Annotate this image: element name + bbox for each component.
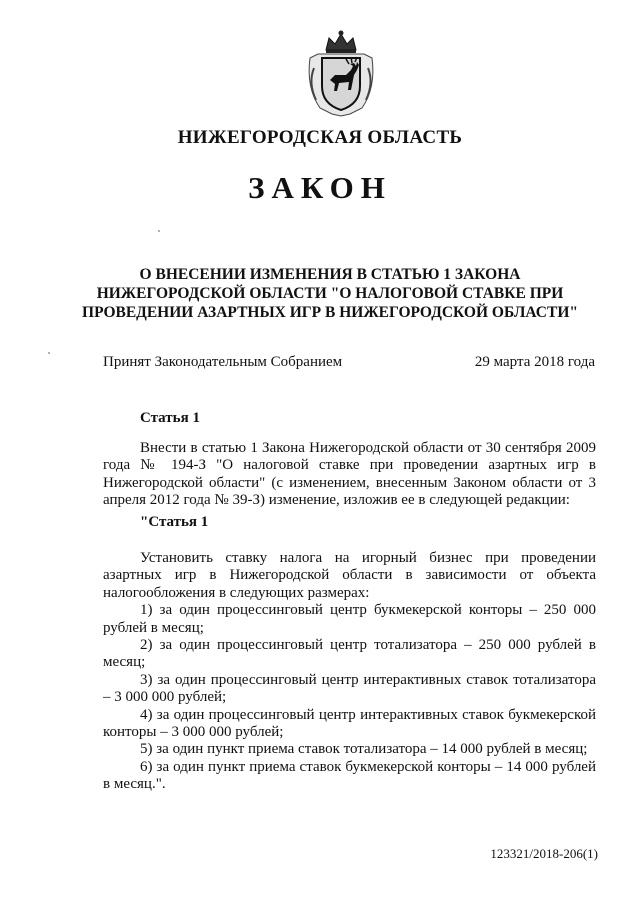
document-number: 123321/2018-206(1): [490, 846, 598, 861]
article-heading: Статья 1: [140, 410, 200, 426]
list-item: 1) за один процессинговый центр букмекерской конторы – 250 000 рублей в месяц;: [103, 602, 596, 636]
list-item: 2) за один процессинговый центр тотализатора – 250 000 рублей в месяц;: [103, 637, 596, 671]
law-title-line: НИЖЕГОРОДСКОЙ ОБЛАСТИ "О НАЛОГОВОЙ СТАВКЕ ПРИ: [96, 285, 564, 302]
list-item: 6) за один пункт приема ставок букмекерской конторы – 14 000 рублей в месяц.".: [103, 758, 596, 793]
adopted-by: Принят Законодательным Собранием: [103, 354, 343, 370]
quoted-article-heading: "Статья 1: [140, 514, 209, 530]
law-title: [80, 265, 580, 322]
scan-speck: [158, 230, 160, 232]
document-type: ЗАКОН: [248, 170, 392, 205]
intro-paragraph: Установить ставку налога на игорный бизнес при проведении азартных игр в Нижегородской области в зависимости от объекта налогообложения в следующих размерах:: [103, 550, 596, 601]
law-title-line: ПРОВЕДЕНИИ АЗАРТНЫХ ИГР В НИЖЕГОРОДСКОЙ ОБЛАСТИ": [82, 304, 578, 321]
scan-speck: [48, 352, 50, 354]
coat-of-arms-icon: [302, 28, 380, 118]
quoted-article-body: [103, 550, 596, 794]
adoption-date: 29 марта 2018 года: [474, 354, 595, 370]
list-item: 4) за один процессинговый центр интерактивных ставок букмекерской конторы – 3 000 000 рублей;: [103, 706, 596, 741]
law-title-line: О ВНЕСЕНИИ ИЗМЕНЕНИЯ В СТАТЬЮ 1 ЗАКОНА: [139, 266, 521, 283]
article-body: [103, 440, 596, 510]
region-name: НИЖЕГОРОДСКАЯ ОБЛАСТЬ: [177, 127, 463, 148]
list-item: 5) за один пункт приема ставок тотализатора – 14 000 рублей в месяц;: [140, 741, 588, 758]
list-item: 3) за один процессинговый центр интерактивных ставок тотализатора – 3 000 000 рублей;: [103, 671, 596, 706]
article-paragraph: Внести в статью 1 Закона Нижегородской области от 30 сентября 2009 года № 194-З "О налоговой ставке при проведении азартных игр в Нижегородской области" (с изменением, внесенным Законом области от 3 апреля 2012 года № 39-З) изменение, изложив ее в следующей редакции:: [103, 440, 596, 509]
